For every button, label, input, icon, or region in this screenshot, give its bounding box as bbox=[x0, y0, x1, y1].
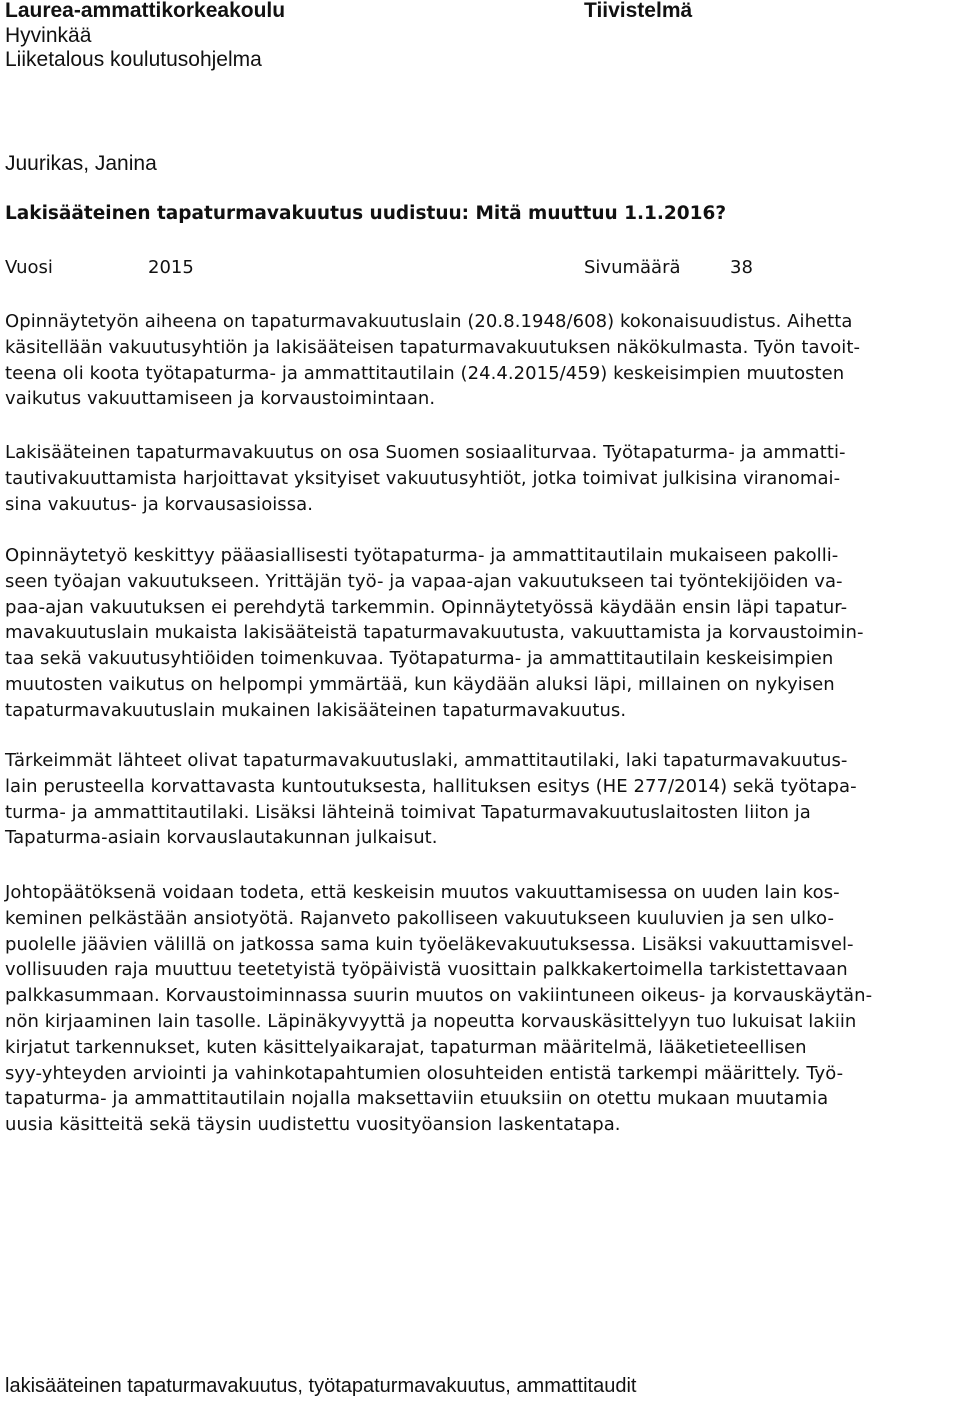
paragraph-line: Opinnäytetyön aiheena on tapaturmavakuutuslain (20.8.1948/608) kokonaisuudistus. Aihetta bbox=[5, 311, 853, 332]
thesis-title: Lakisääteinen tapaturmavakuutus uudistuu: Mitä muuttuu 1.1.2016? bbox=[5, 203, 727, 224]
paragraph-line: vollisuuden raja muuttuu teetetyistä työpäivistä vuosittain palkkakertoimella tarkistettavaan bbox=[5, 959, 848, 981]
paragraph-line: seen työajan vakuutukseen. Yrittäjän työ- ja vapaa-ajan vakuutukseen tai työntekijöiden va- bbox=[5, 570, 843, 592]
pages-value: 38 bbox=[730, 257, 753, 278]
campus-name: Hyvinkää bbox=[5, 24, 92, 47]
paragraph-line: palkkasummaan. Korvaustoiminnassa suurin muutos on vakiintuneen oikeus- ja korvauskäytän- bbox=[5, 985, 873, 1007]
paragraph-line: mavakuutuslain mukaista lakisääteistä tapaturmavakuutusta, vakuuttamista ja korvaustoimin- bbox=[5, 622, 864, 644]
paragraph-line: lain perusteella korvattavasta kuntoutuksesta, hallituksen esitys (HE 277/2014) sekä työtapa- bbox=[5, 775, 857, 797]
paragraph-line: tapaturma- ja ammattitautilain nojalla maksettaviin etuuksiin on otettu mukaan muutamia bbox=[5, 1088, 829, 1110]
paragraph-line: kirjatut tarkennukset, kuten käsittelyaikarajat, tapaturman määritelmä, lääketieteellisen bbox=[5, 1036, 807, 1058]
pages-label: Sivumäärä bbox=[584, 257, 681, 278]
paragraph-line: nön kirjaaminen lain tasolle. Läpinäkyvyyttä ja nopeutta korvauskäsittelyyn tuo lukuisat lakiin bbox=[5, 1010, 857, 1032]
paragraph-line: Tapaturma-asiain korvauslautakunnan julkaisut. bbox=[5, 827, 438, 849]
paragraph-line: sina vakuutus- ja korvausasioissa. bbox=[5, 493, 314, 515]
paragraph-line: Tärkeimmät lähteet olivat tapaturmavakuutuslaki, ammattitautilaki, laki tapaturmavakuutus- bbox=[5, 750, 848, 771]
abstract-paragraph-5 bbox=[5, 880, 955, 1138]
paragraph-line: syy-yhteyden arviointi ja vahinkotapahtumien olosuhteiden entistä tarkempi määrittely. Työ- bbox=[5, 1062, 844, 1084]
paragraph-line: turma- ja ammattitautilaki. Lisäksi lähteinä toimivat Tapaturmavakuutuslaitosten liiton ja bbox=[5, 801, 811, 823]
abstract-paragraph-2 bbox=[5, 440, 955, 517]
paragraph-line: teena oli koota työtapaturma- ja ammattitautilain (24.4.2015/459) keskeisimpien muutosten bbox=[5, 362, 845, 384]
paragraph-line: tautivakuuttamista harjoittavat yksityiset vakuutusyhtiöt, jotka toimivat julkisina viranomai- bbox=[5, 467, 841, 489]
document-type: Tiivistelmä bbox=[584, 0, 693, 22]
paragraph-line: muutosten vaikutus on helpompi ymmärtää, kun käydään aluksi läpi, millainen on nykyisen bbox=[5, 673, 835, 695]
paragraph-line: paa-ajan vakuutuksen ei perehdytä tarkemmin. Opinnäytetyössä käydään ensin läpi tapatur- bbox=[5, 596, 848, 618]
paragraph-line: Johtopäätöksenä voidaan todeta, että keskeisin muutos vakuuttamisessa on uuden lain kos- bbox=[5, 882, 840, 903]
paragraph-line: käsitellään vakuutusyhtiön ja lakisääteisen tapaturmavakuutuksen näkökulmasta. Työn tavoit- bbox=[5, 336, 861, 358]
paragraph-line: uusia käsitteitä sekä täysin uudistettu vuosityöansion laskentatapa. bbox=[5, 1114, 621, 1136]
year-label: Vuosi bbox=[5, 257, 53, 278]
programme-name: Liiketalous koulutusohjelma bbox=[5, 48, 262, 71]
institution-name: Laurea-ammattikorkeakoulu bbox=[5, 0, 286, 22]
paragraph-line: vaikutus vakuuttamiseen ja korvaustoimintaan. bbox=[5, 388, 436, 410]
paragraph-line: Lakisääteinen tapaturmavakuutus on osa Suomen sosiaaliturvaa. Työtapaturma- ja ammatti- bbox=[5, 442, 846, 463]
abstract-paragraph-3 bbox=[5, 543, 955, 724]
year-value: 2015 bbox=[148, 257, 194, 278]
abstract-paragraph-4 bbox=[5, 748, 955, 851]
author-name: Juurikas, Janina bbox=[5, 152, 157, 175]
paragraph-line: puolelle jäävien välillä on jatkossa sama kuin työeläkevakuutuksessa. Lisäksi vakuuttamisvel- bbox=[5, 933, 854, 955]
keywords: lakisääteinen tapaturmavakuutus, työtapaturmavakuutus, ammattitaudit bbox=[5, 1375, 637, 1397]
paragraph-line: taa sekä vakuutusyhtiöiden toimenkuvaa. Työtapaturma- ja ammattitautilain keskeisimpien bbox=[5, 648, 834, 670]
paragraph-line: tapaturmavakuutuslain mukainen lakisääteinen tapaturmavakuutus. bbox=[5, 699, 627, 721]
abstract-paragraph-1 bbox=[5, 309, 955, 412]
paragraph-line: keminen pelkästään ansiotyötä. Rajanveto pakolliseen vakuutukseen kuuluvien ja sen ulko- bbox=[5, 907, 834, 929]
paragraph-line: Opinnäytetyö keskittyy pääasiallisesti työtapaturma- ja ammattitautilain mukaiseen pakolli- bbox=[5, 545, 839, 566]
